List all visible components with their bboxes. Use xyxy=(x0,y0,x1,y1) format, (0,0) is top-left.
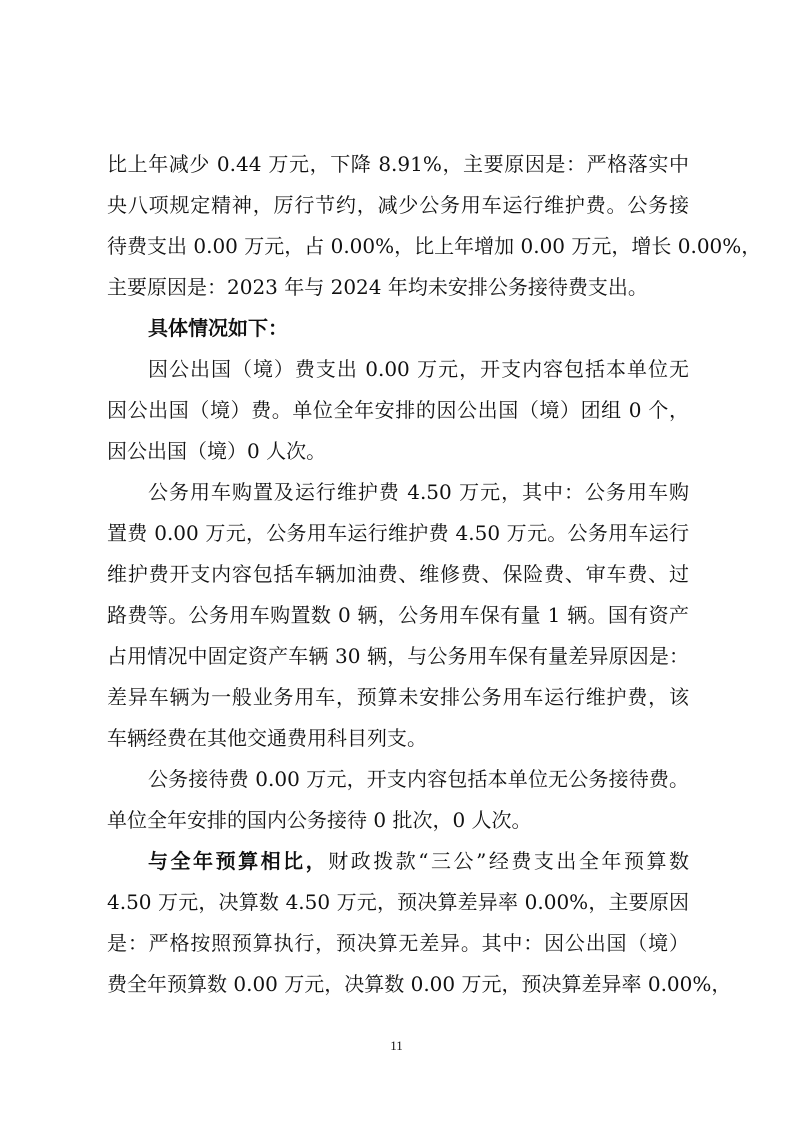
line-text: 路费等。公务用车购置数 0 辆，公务用车保有量 1 辆。国有资产 xyxy=(107,603,689,627)
line-text: 维护费开支内容包括车辆加油费、维修费、保险费、审车费、过 xyxy=(107,562,689,586)
text-line xyxy=(107,349,689,390)
text-line xyxy=(107,923,689,964)
text-line xyxy=(107,390,689,431)
line-text: 财政拨款“三公”经费支出全年预算数 xyxy=(328,849,690,873)
line-text: 费全年预算数 0.00 万元，决算数 0.00 万元，预决算差异率 0.00%， xyxy=(107,972,732,996)
text-line xyxy=(107,964,732,1005)
line-text: 是：严格按照预算执行，预决算无差异。其中：因公出国（境） xyxy=(107,931,689,955)
text-line xyxy=(107,308,689,349)
page-number: 11 xyxy=(390,1038,403,1053)
text-line xyxy=(107,554,689,595)
bold-heading: 具体情况如下： xyxy=(148,316,288,340)
text-line xyxy=(107,513,689,554)
line-text: 占用情况中固定资产车辆 30 辆，与公务用车保有量差异原因是： xyxy=(107,644,689,668)
text-line xyxy=(107,841,689,882)
text-line xyxy=(107,718,689,759)
line-text: 主要原因是：2023 年与 2024 年均未安排公务接待费支出。 xyxy=(107,275,648,299)
bold-heading: 与全年预算相比， xyxy=(148,849,329,873)
text-line xyxy=(107,431,689,472)
line-text: 差异车辆为一般业务用车，预算未安排公务用车运行维护费，该 xyxy=(107,685,689,709)
document-body xyxy=(107,144,762,1005)
line-text: 因公出国（境）费。单位全年安排的因公出国（境）团组 0 个， xyxy=(107,398,689,422)
line-text: 单位全年安排的国内公务接待 0 批次，0 人次。 xyxy=(107,808,532,832)
line-text: 公务接待费 0.00 万元，开支内容包括本单位无公务接待费。 xyxy=(148,767,689,791)
text-line xyxy=(107,636,689,677)
line-text: 车辆经费在其他交通费用科目列支。 xyxy=(107,726,427,750)
text-line xyxy=(107,267,689,308)
line-text: 因公出国（境）0 人次。 xyxy=(107,439,327,463)
text-line xyxy=(107,472,689,513)
line-text: 央八项规定精神，厉行节约，减少公务用车运行维护费。公务接 xyxy=(107,193,689,217)
text-line xyxy=(107,882,689,923)
line-text: 待费支出 0.00 万元，占 0.00%，比上年增加 0.00 万元，增长 0.00%， xyxy=(107,234,762,258)
text-line xyxy=(107,677,689,718)
text-line xyxy=(107,800,689,841)
text-line xyxy=(107,185,689,226)
line-text: 因公出国（境）费支出 0.00 万元，开支内容包括本单位无 xyxy=(148,357,689,381)
text-line xyxy=(107,144,689,185)
text-line xyxy=(107,226,762,267)
line-text: 4.50 万元，决算数 4.50 万元，预决算差异率 0.00%，主要原因 xyxy=(107,890,689,914)
line-text: 公务用车购置及运行维护费 4.50 万元，其中：公务用车购 xyxy=(148,480,689,504)
line-text: 比上年减少 0.44 万元，下降 8.91%，主要原因是：严格落实中 xyxy=(107,152,689,176)
text-line xyxy=(107,759,689,800)
line-text: 置费 0.00 万元，公务用车运行维护费 4.50 万元。公务用车运行 xyxy=(107,521,689,545)
text-line xyxy=(107,595,689,636)
